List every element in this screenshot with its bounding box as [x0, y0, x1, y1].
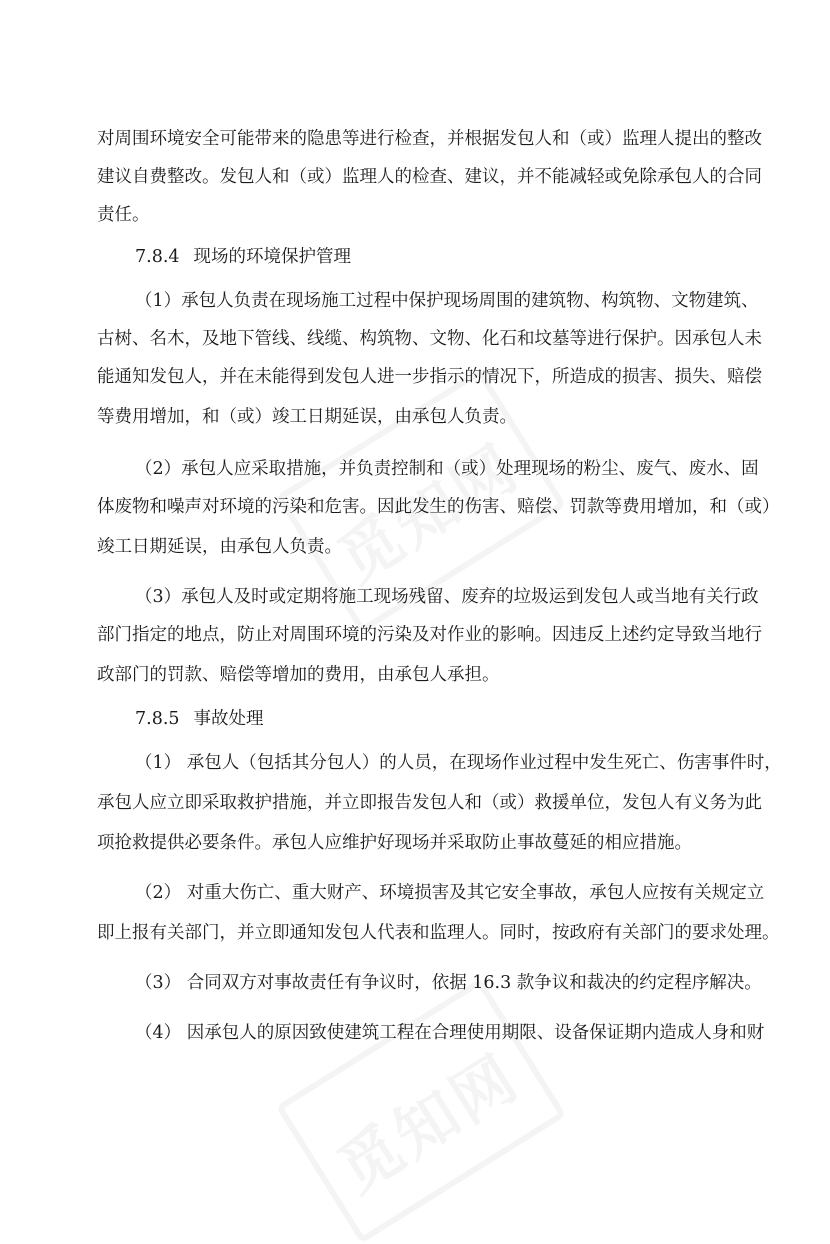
paragraph-line: 建议自费整改。发包人和（或）监理人的检查、建议，并不能减轻或免除承包人的合同	[97, 167, 762, 187]
paragraph-line: 古树、名木，及地下管线、线缆、构筑物、文物、化石和坟墓等进行保护。因承包人未	[97, 329, 762, 349]
section-number: 7.8.4	[135, 247, 180, 267]
watermark-stamp	[275, 978, 566, 1244]
paragraph-line: 能通知发包人，并在未能得到发包人进一步指示的情况下，所造成的损害、损失、赔偿	[97, 367, 762, 387]
paragraph-line: （3） 合同双方对事故责任有争议时，依据 16.3 款争议和裁决的约定程序解决。	[135, 973, 762, 993]
watermark-text	[318, 1029, 533, 1209]
paragraph-line: 责任。	[97, 205, 150, 225]
paragraph-line: 承包人应立即采取救护措施，并立即报告发包人和（或）救援单位，发包人有义务为此	[97, 793, 762, 813]
paragraph-line: 对周围环境安全可能带来的隐患等进行检查，并根据发包人和（或）监理人提出的整改	[97, 129, 762, 149]
paragraph-line: 体废物和噪声对环境的污染和危害。因此发生的伤害、赔偿、罚款等费用增加，和（或）	[97, 497, 780, 517]
paragraph-line: （2）承包人应采取措施，并负责控制和（或）处理现场的粉尘、废气、废水、固	[135, 459, 759, 479]
paragraph-line: （1）承包人负责在现场施工过程中保护现场周围的建筑物、构筑物、文物建筑、	[135, 291, 759, 311]
paragraph-line: 部门指定的地点，防止对周围环境的污染及对作业的影响。因违反上述约定导致当地行	[97, 625, 762, 645]
paragraph-line: 等费用增加，和（或）竣工日期延误，由承包人负责。	[97, 407, 517, 427]
paragraph-line: 项抢救提供必要条件。承包人应维护好现场并采取防止事故蔓延的相应措施。	[97, 833, 692, 853]
section-title: 事故处理	[193, 709, 264, 729]
paragraph-line: （4） 因承包人的原因致使建筑工程在合理使用期限、设备保证期内造成人身和财	[135, 1023, 765, 1043]
section-title: 现场的环境保护管理	[193, 247, 352, 267]
section-heading-7-8-5	[135, 706, 264, 732]
paragraph-line: 竣工日期延误，由承包人负责。	[97, 537, 342, 557]
paragraph-line: 政部门的罚款、赔偿等增加的费用，由承包人承担。	[97, 665, 500, 685]
paragraph-line: （1） 承包人（包括其分包人）的人员，在现场作业过程中发生死亡、伤害事件时，	[135, 753, 782, 773]
paragraph-line: 即上报有关部门，并立即通知发包人代表和监理人。同时，按政府有关部门的要求处理。	[97, 923, 780, 943]
paragraph-line: （2） 对重大伤亡、重大财产、环境损害及其它安全事故，承包人应按有关规定立	[135, 883, 765, 903]
section-heading-7-8-4	[135, 244, 351, 270]
section-number: 7.8.5	[135, 709, 180, 729]
paragraph-line: （3）承包人及时或定期将施工现场残留、废弃的垃圾运到发包人或当地有关行政	[135, 587, 759, 607]
